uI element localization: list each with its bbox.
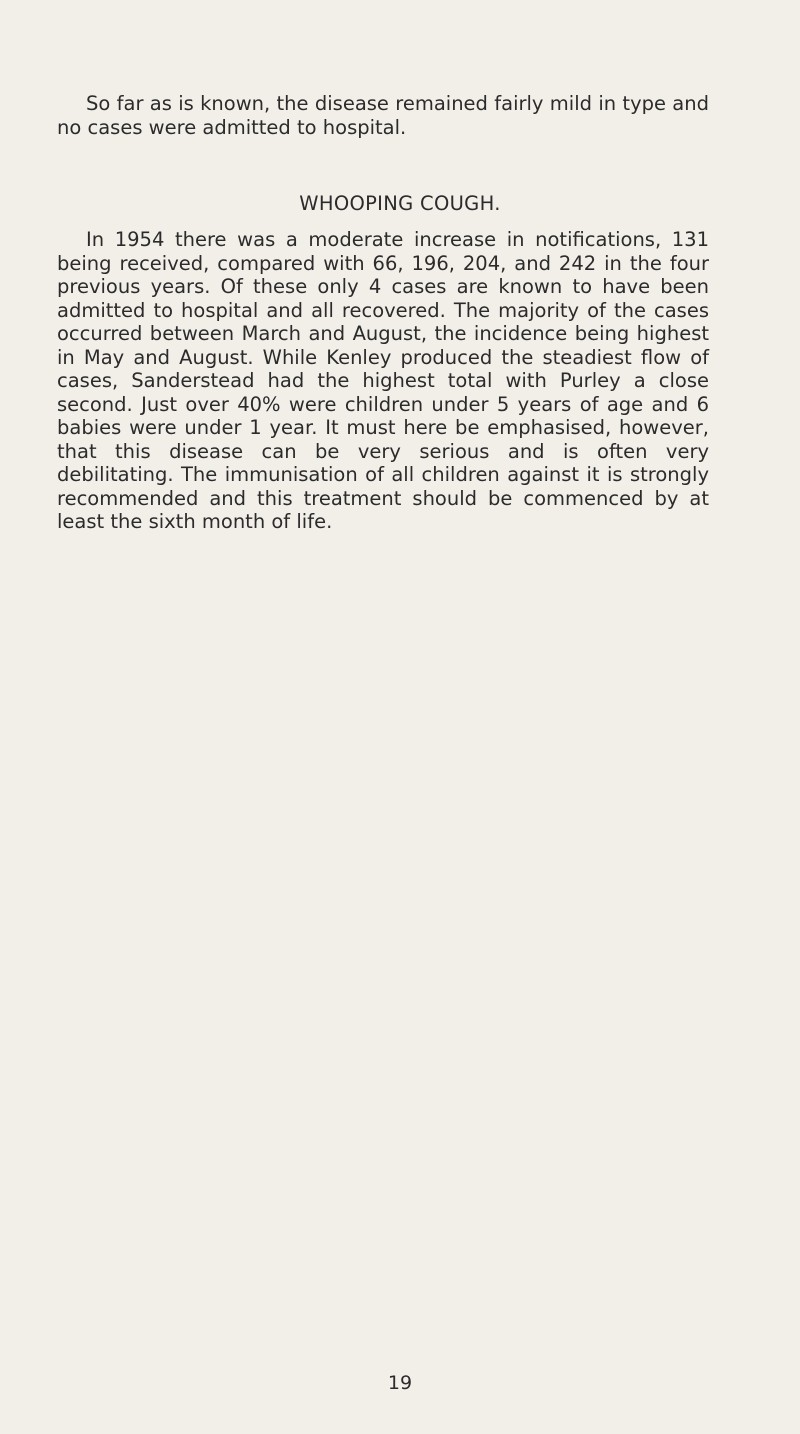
- body-paragraph: In 1954 there was a moderate increase in notifications, 131 being received, compared with 66, 196, 204, and 242 in the four previous years. Of these only 4 cases are known to have been admitted to hospital and all recovered. The majority of the cases occurred between March and August, the incidence being highest in May and August. While Kenley produced the steadiest flow of cases, Sanderstead had the highest total with Purley a close second. Just over 40% were children under 5 years of age and 6 babies were under 1 year. It must here be emphasised, however, that this disease can be very serious and is often very debilitating. The immunisation of all children against it is strongly recommended and this treatment should be commenced by at least the sixth month of life.: [57, 228, 709, 533]
- section-heading: WHOOPING COUGH.: [299, 192, 501, 215]
- intro-paragraph: So far as is known, the disease remained fairly mild in type and no cases were admitted to hospital.: [57, 92, 709, 139]
- page-number: 19: [387, 1372, 413, 1394]
